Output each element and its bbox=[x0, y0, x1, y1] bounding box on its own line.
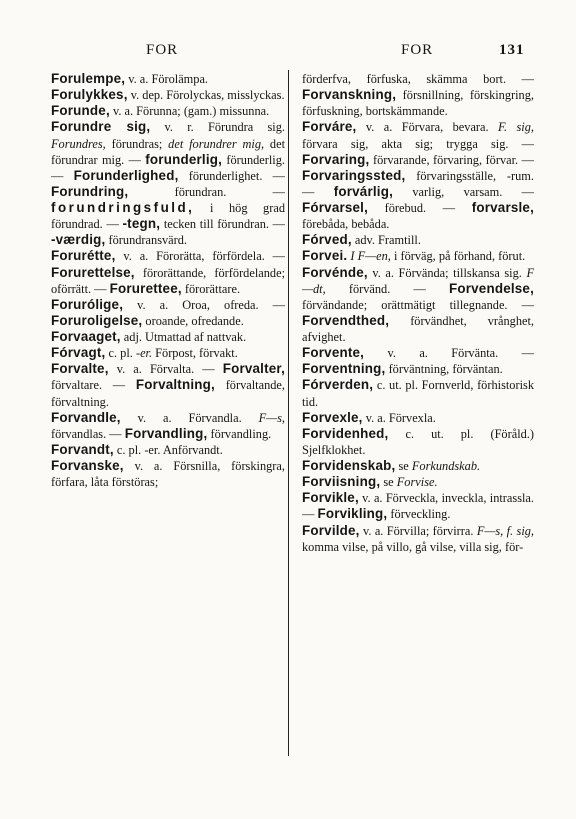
headword: Forurólige, bbox=[51, 296, 124, 312]
definition-text: förvara sig, akta sig; trygga sig. — bbox=[302, 136, 534, 151]
definition-text: c. pl. -er. Anförvandt. bbox=[113, 442, 223, 457]
headword: Forvandle, bbox=[51, 409, 121, 425]
definition-text: förunderlig. — bbox=[51, 152, 285, 183]
headword: Forvidenhed, bbox=[302, 425, 389, 441]
italic-text: F—dt, bbox=[302, 265, 534, 296]
definition-text: förvarande, förvaring, förvar. — bbox=[369, 152, 534, 167]
definition-text: förvaltande, förvaltning. bbox=[51, 378, 285, 409]
dictionary-entry bbox=[51, 345, 285, 361]
dictionary-entry bbox=[302, 345, 534, 377]
dictionary-entry bbox=[51, 329, 285, 345]
headword: Fórverden, bbox=[302, 377, 374, 393]
headword: Foruroligelse, bbox=[51, 312, 143, 328]
headword: Fórvagt, bbox=[51, 345, 106, 361]
definition-text: v. a. Förvända; tillskansa sig. bbox=[367, 265, 527, 280]
definition-text: förundras; bbox=[105, 136, 169, 151]
dictionary-entry bbox=[51, 87, 285, 103]
definition-text: v. a. Förvandla. bbox=[120, 410, 259, 425]
headword: Forvandling, bbox=[124, 425, 208, 441]
running-head-left: FOR bbox=[146, 42, 179, 58]
definition-text: v. a. Förvalta. — bbox=[108, 362, 223, 377]
definition-text: förvandlas. — bbox=[51, 426, 125, 441]
dictionary-entry bbox=[302, 490, 534, 522]
definition-text: v. a. Förunna; (gam.) missunna. bbox=[109, 104, 270, 119]
definition-text: v. a. Förvara, bevara. bbox=[356, 120, 499, 135]
headword: Forváre, bbox=[302, 119, 357, 135]
headword: Forvidenskab, bbox=[302, 458, 396, 473]
headword: Forunde, bbox=[51, 103, 110, 119]
headword: Forvendthed, bbox=[302, 312, 390, 328]
definition-text: adj. Utmattad af nattvak. bbox=[120, 330, 247, 344]
definition-text: se bbox=[380, 475, 397, 490]
italic-text: Forundres, bbox=[51, 136, 106, 151]
definition-text: tecken till förundran. — bbox=[160, 217, 286, 232]
definition-text: komma vilse, på villo, gå vilse, villa sig, för- bbox=[302, 539, 524, 554]
headword: Forvendelse, bbox=[448, 280, 534, 296]
headword: Forundre sig, bbox=[51, 119, 151, 135]
italic-text: Forkundskab. bbox=[411, 459, 481, 473]
definition-text: förvaringsställe, -rum. — bbox=[302, 168, 534, 199]
dictionary-entry bbox=[302, 248, 534, 264]
definition-text: c. pl. bbox=[105, 346, 136, 361]
dictionary-entry bbox=[51, 71, 285, 87]
headword: Fórvarsel, bbox=[302, 200, 369, 215]
definition-text: Förpost, förvakt. bbox=[152, 346, 238, 361]
italic-text: F. sig, bbox=[498, 120, 534, 135]
definition-text: förvandling. bbox=[207, 426, 272, 441]
italic-text: det forundrer mig, bbox=[168, 136, 265, 151]
left-column bbox=[51, 71, 285, 490]
headword: Forvanskning, bbox=[302, 87, 397, 103]
headword: Forvénde, bbox=[302, 264, 368, 280]
dictionary-entry bbox=[302, 377, 534, 409]
definition-text: förorättande, förfördelande; oförrätt. — bbox=[51, 265, 285, 296]
headword: Forvikling, bbox=[317, 506, 388, 522]
headword: Forvandt, bbox=[51, 441, 114, 457]
dictionary-entry bbox=[302, 458, 534, 474]
headword: Forvei. bbox=[302, 248, 348, 264]
dictionary-entry bbox=[51, 442, 285, 458]
dictionary-entry bbox=[51, 458, 285, 490]
definition-text: v. a. Förolämpa. bbox=[125, 72, 209, 86]
running-head-right: FOR bbox=[401, 42, 434, 58]
dictionary-entry bbox=[302, 119, 534, 232]
definition-text: c. ut. pl. Fornverld, förhistorisk tid. bbox=[302, 378, 534, 409]
definition-text: v. a. Förvilla; förvirra. bbox=[359, 523, 477, 538]
definition-text: förorättare. bbox=[181, 281, 241, 296]
definition-text: v. a. Förveckla, inveckla, intrassla. — bbox=[302, 491, 534, 522]
definition-text: v. a. Försnilla, förskingra, förfara, låta förstöras; bbox=[51, 459, 285, 490]
headword: Forvikle, bbox=[302, 490, 359, 506]
definition-text: förväntning, förväntan. bbox=[385, 362, 503, 377]
headword: Forvilde, bbox=[302, 522, 360, 538]
definition-text: i hög grad förundrad. — bbox=[51, 201, 285, 232]
definition-text: förveckling. bbox=[387, 507, 451, 522]
definition-text: det förundrar mig. — bbox=[51, 136, 286, 167]
headword: Forurétte, bbox=[51, 248, 116, 264]
definition-text: c. ut. pl. (Föråld.) Sjelfklokhet. bbox=[302, 426, 534, 457]
headword: forvárlig, bbox=[333, 183, 393, 199]
dictionary-entry bbox=[302, 71, 534, 119]
italic-text: F—s, bbox=[476, 523, 504, 538]
column-divider bbox=[288, 70, 289, 756]
headword: forvarsle, bbox=[471, 200, 534, 215]
headword: -tegn, bbox=[122, 216, 161, 232]
definition-text: varlig, varsam. — bbox=[393, 184, 534, 199]
dictionary-entry bbox=[51, 119, 285, 248]
right-column bbox=[302, 71, 534, 555]
dictionary-entry bbox=[302, 232, 534, 248]
italic-text: -er. bbox=[135, 346, 153, 361]
headword: Forulempe, bbox=[51, 71, 126, 86]
headword: Forvaring, bbox=[302, 151, 370, 167]
definition-text: i förväg, på förhand, förut. bbox=[390, 249, 526, 264]
headword: forundringsfuld, bbox=[51, 200, 195, 215]
definition-text: se bbox=[395, 459, 412, 473]
definition-text: v. a. Oroa, ofreda. — bbox=[123, 297, 285, 312]
definition-text: adv. Framtill. bbox=[351, 233, 421, 248]
headword: Forunderlighed, bbox=[73, 167, 179, 183]
definition-text: v. r. Förundra sig. bbox=[150, 120, 285, 135]
definition-text: v. a. Förvexla. bbox=[362, 410, 436, 425]
definition-text: v. a. Förorätta, förfördela. — bbox=[115, 249, 285, 264]
headword: Forvalter, bbox=[222, 361, 285, 377]
definition-text: förvaltare. — bbox=[51, 378, 136, 393]
headword: Forurettelse, bbox=[51, 264, 135, 280]
dictionary-entry bbox=[302, 265, 534, 346]
definition-text: förvänd. — bbox=[325, 281, 449, 296]
headword: -værdig, bbox=[51, 232, 106, 248]
headword: Forvaaget, bbox=[51, 329, 121, 344]
definition-text: förundran. — bbox=[128, 184, 285, 199]
dictionary-entry bbox=[51, 410, 285, 442]
dictionary-entry bbox=[302, 410, 534, 426]
italic-text: F—s, bbox=[258, 410, 285, 425]
headword: Forventning, bbox=[302, 361, 386, 377]
definition-text: v. dep. Förolyckas, misslyckas. bbox=[127, 88, 285, 103]
italic-text: I F—en, bbox=[350, 249, 391, 264]
italic-text: f. sig, bbox=[506, 523, 535, 538]
definition-text: förderfva, förfuska, skämma bort. — bbox=[302, 72, 534, 86]
dictionary-entry bbox=[302, 426, 534, 458]
headword: Forvaringssted, bbox=[302, 167, 406, 183]
definition-text: förunderlighet. — bbox=[178, 168, 285, 183]
dictionary-entry bbox=[302, 474, 534, 490]
headword: Forurettee, bbox=[109, 280, 182, 296]
dictionary-entry bbox=[51, 297, 285, 329]
dictionary-entry bbox=[51, 361, 285, 409]
headword: Forvente, bbox=[302, 345, 365, 361]
definition-text: oroande, ofredande. bbox=[142, 313, 244, 328]
definition-text: förundransvärd. bbox=[105, 233, 188, 248]
headword: Forvexle, bbox=[302, 409, 363, 425]
headword: Forvaltning, bbox=[135, 377, 215, 393]
dictionary-entry bbox=[51, 103, 285, 119]
headword: Forvanske, bbox=[51, 458, 124, 473]
dictionary-entry bbox=[302, 523, 534, 555]
headword: Forundring, bbox=[51, 183, 129, 199]
page-number: 131 bbox=[499, 42, 525, 58]
italic-text: Forvise. bbox=[396, 475, 438, 490]
headword: Forviisning, bbox=[302, 474, 381, 490]
definition-text: v. a. Förvänta. — bbox=[364, 346, 534, 361]
definition-text: försnillning, förskingring, förfuskning, bortskämmande. bbox=[302, 88, 534, 119]
headword: Forvalte, bbox=[51, 361, 109, 377]
definition-text: förvändhet, vrånghet, afvighet. bbox=[302, 313, 534, 344]
headword: Forulykkes, bbox=[51, 87, 128, 103]
definition-text: förebåda, bebåda. bbox=[302, 217, 390, 232]
definition-text: förvändande; orättmätigt tillegnande. — bbox=[302, 297, 534, 312]
dictionary-entry bbox=[51, 248, 285, 296]
headword: forunderlig, bbox=[145, 151, 223, 167]
headword: Fórved, bbox=[302, 232, 352, 248]
definition-text: förebud. — bbox=[368, 201, 472, 215]
